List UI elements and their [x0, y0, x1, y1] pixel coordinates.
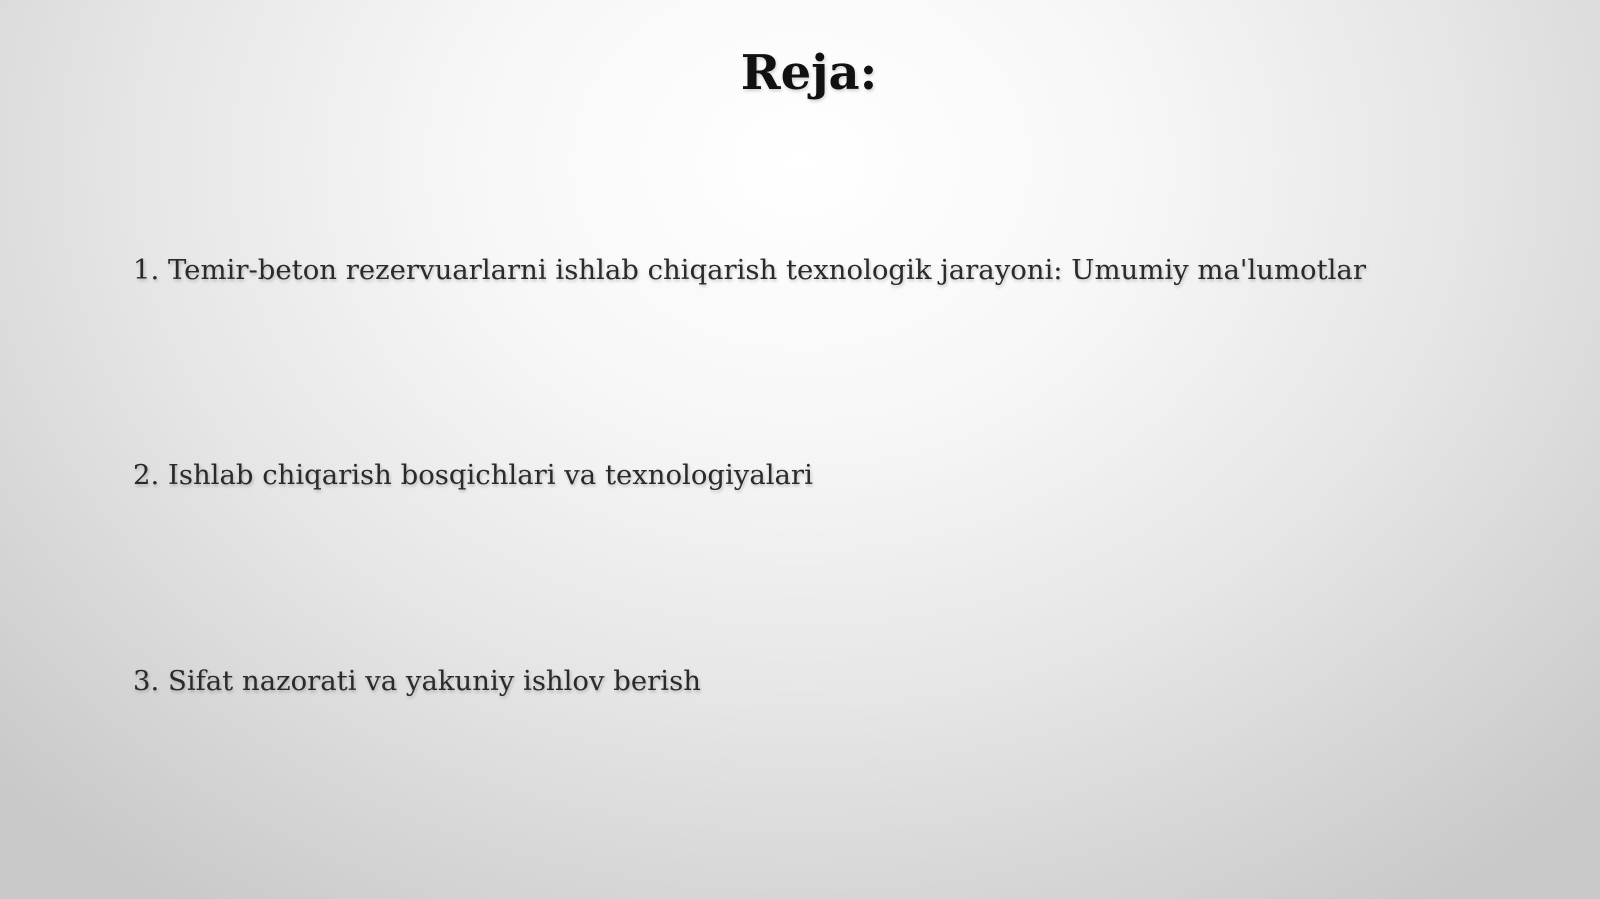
plan-list: [133, 0, 1553, 899]
plan-item: 1. Temir-beton rezervuarlarni ishlab chiqarish texnologik jarayoni: Umumiy ma'lumotlar: [133, 254, 1366, 286]
slide-title: Reja:: [740, 45, 878, 101]
plan-item: 3. Sifat nazorati va yakuniy ishlov berish: [133, 665, 701, 697]
plan-item: 2. Ishlab chiqarish bosqichlari va texnologiyalari: [133, 459, 813, 491]
